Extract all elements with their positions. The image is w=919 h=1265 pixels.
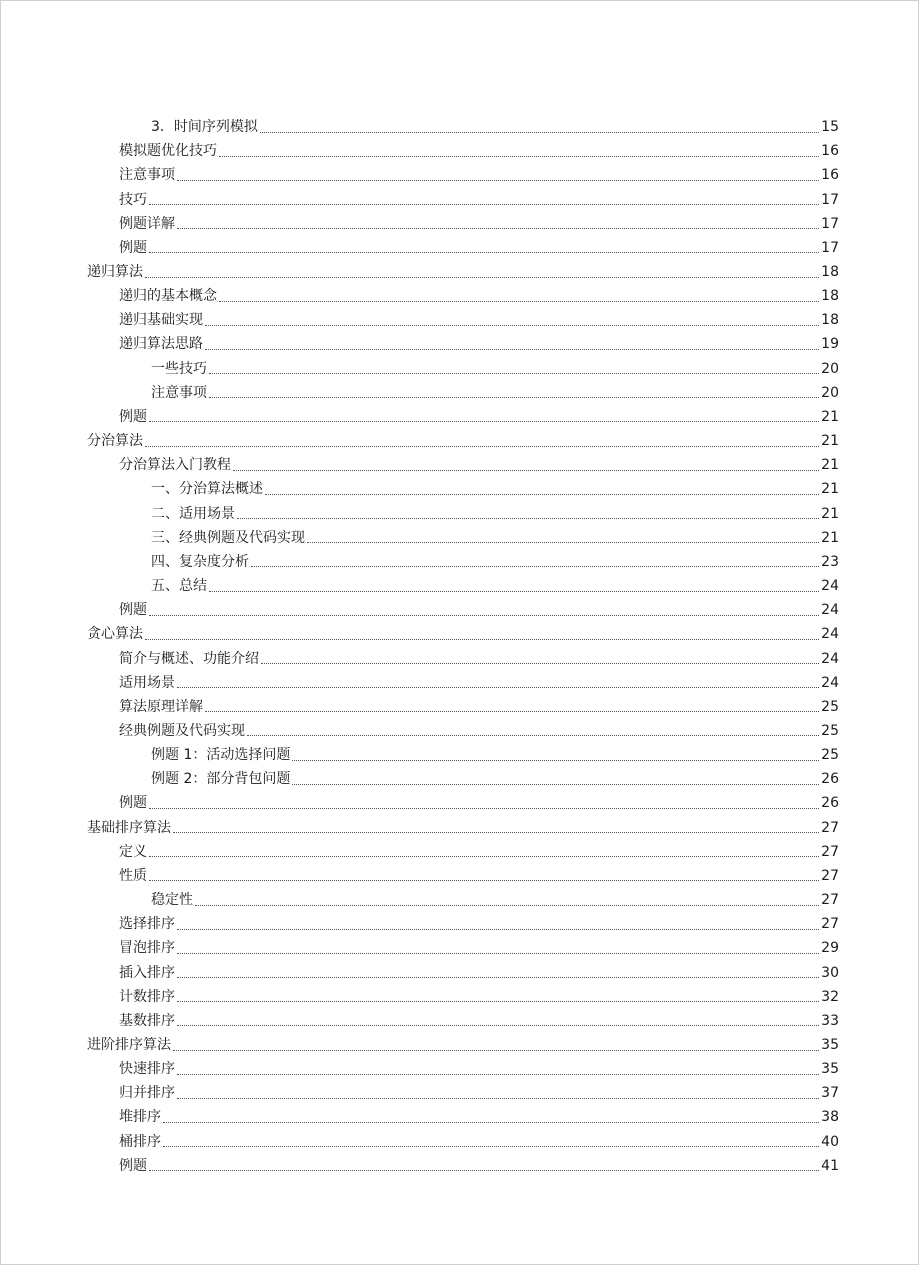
toc-entry[interactable] — [87, 477, 839, 501]
toc-entry-title: 例题 2：部分背包问题 — [151, 771, 291, 788]
toc-entry[interactable] — [87, 840, 839, 864]
toc-entry[interactable] — [87, 646, 839, 670]
toc-entry[interactable] — [87, 357, 839, 381]
toc-entry-title: 例题 — [119, 1157, 147, 1174]
dot-leader — [205, 710, 819, 712]
toc-entry[interactable] — [87, 695, 839, 719]
toc-entry-title: 堆排序 — [119, 1109, 161, 1126]
toc-entry-title: 一、分治算法概述 — [151, 481, 263, 498]
toc-entry[interactable] — [87, 308, 839, 332]
toc-entry-title: 四、复杂度分析 — [151, 553, 249, 570]
toc-entry-page-number: 21 — [821, 433, 839, 450]
toc-entry-page-number: 29 — [821, 940, 839, 957]
dot-leader — [149, 420, 819, 422]
toc-entry-page-number: 37 — [821, 1085, 839, 1102]
toc-entry[interactable] — [87, 163, 839, 187]
dot-leader — [145, 276, 819, 278]
toc-entry-title: 例题 — [119, 408, 147, 425]
toc-entry-page-number: 18 — [821, 312, 839, 329]
dot-leader — [177, 1000, 819, 1002]
toc-entry[interactable] — [87, 574, 839, 598]
toc-entry-title: 分治算法入门教程 — [119, 457, 231, 474]
toc-entry-page-number: 35 — [821, 1037, 839, 1054]
toc-entry[interactable] — [87, 1057, 839, 1081]
toc-entry[interactable] — [87, 187, 839, 211]
toc-entry-title: 进阶排序算法 — [87, 1037, 171, 1054]
toc-entry-page-number: 16 — [821, 167, 839, 184]
toc-entry-page-number: 21 — [821, 408, 839, 425]
toc-entry[interactable] — [87, 1033, 839, 1057]
toc-entry-title: 贪心算法 — [87, 626, 143, 643]
toc-entry[interactable] — [87, 671, 839, 695]
dot-leader — [219, 155, 819, 157]
toc-entry-page-number: 41 — [821, 1157, 839, 1174]
dot-leader — [173, 831, 819, 833]
toc-entry[interactable] — [87, 429, 839, 453]
table-of-contents — [87, 115, 839, 1178]
toc-entry-page-number: 21 — [821, 505, 839, 522]
dot-leader — [260, 131, 819, 133]
toc-entry-page-number: 21 — [821, 529, 839, 546]
toc-entry[interactable] — [87, 622, 839, 646]
toc-entry-title: 五、总结 — [151, 578, 207, 595]
toc-entry[interactable] — [87, 284, 839, 308]
toc-entry[interactable] — [87, 1009, 839, 1033]
toc-entry-page-number: 32 — [821, 988, 839, 1005]
dot-leader — [251, 565, 819, 567]
dot-leader — [237, 517, 819, 519]
toc-entry[interactable] — [87, 1081, 839, 1105]
dot-leader — [292, 759, 819, 761]
toc-entry[interactable] — [87, 453, 839, 477]
toc-entry-page-number: 20 — [821, 360, 839, 377]
toc-entry-page-number: 19 — [821, 336, 839, 353]
toc-entry-title: 基础排序算法 — [87, 819, 171, 836]
dot-leader — [149, 807, 819, 809]
dot-leader — [292, 783, 819, 785]
dot-leader — [209, 590, 819, 592]
toc-entry-page-number: 27 — [821, 819, 839, 836]
toc-entry-title: 例题 — [119, 602, 147, 619]
toc-entry[interactable] — [87, 719, 839, 743]
toc-entry-title: 技巧 — [119, 191, 147, 208]
dot-leader — [149, 251, 819, 253]
toc-entry-page-number: 40 — [821, 1133, 839, 1150]
toc-entry[interactable] — [87, 743, 839, 767]
toc-entry[interactable] — [87, 502, 839, 526]
toc-entry-title: 归并排序 — [119, 1085, 175, 1102]
toc-entry-title: 经典例题及代码实现 — [119, 722, 245, 739]
toc-entry-page-number: 24 — [821, 602, 839, 619]
dot-leader — [163, 1145, 819, 1147]
toc-entry[interactable] — [87, 816, 839, 840]
dot-leader — [149, 879, 819, 881]
toc-entry-page-number: 24 — [821, 626, 839, 643]
toc-entry-page-number: 24 — [821, 578, 839, 595]
toc-entry-page-number: 18 — [821, 288, 839, 305]
dot-leader — [233, 469, 819, 471]
dot-leader — [177, 976, 819, 978]
toc-entry[interactable] — [87, 332, 839, 356]
toc-entry[interactable] — [87, 550, 839, 574]
toc-entry-title: 简介与概述、功能介绍 — [119, 650, 259, 667]
dot-leader — [209, 372, 819, 374]
toc-entry-page-number: 27 — [821, 843, 839, 860]
toc-entry-page-number: 24 — [821, 650, 839, 667]
toc-entry-page-number: 33 — [821, 1012, 839, 1029]
toc-entry-page-number: 25 — [821, 722, 839, 739]
toc-entry-page-number: 17 — [821, 191, 839, 208]
toc-entry-page-number: 23 — [821, 553, 839, 570]
dot-leader — [219, 300, 819, 302]
dot-leader — [149, 1169, 819, 1171]
toc-entry-page-number: 30 — [821, 964, 839, 981]
toc-entry-page-number: 21 — [821, 481, 839, 498]
toc-entry-title: 冒泡排序 — [119, 940, 175, 957]
toc-entry-page-number: 17 — [821, 239, 839, 256]
toc-entry-title: 计数排序 — [119, 988, 175, 1005]
toc-entry-title: 递归算法 — [87, 264, 143, 281]
dot-leader — [177, 179, 819, 181]
toc-entry-page-number: 26 — [821, 795, 839, 812]
toc-entry-page-number: 17 — [821, 215, 839, 232]
toc-entry[interactable] — [87, 1105, 839, 1129]
toc-entry-page-number: 35 — [821, 1061, 839, 1078]
toc-entry[interactable] — [87, 115, 839, 139]
dot-leader — [145, 445, 819, 447]
toc-entry-title: 选择排序 — [119, 916, 175, 933]
dot-leader — [177, 1097, 819, 1099]
toc-entry[interactable] — [87, 405, 839, 429]
toc-entry-title: 递归的基本概念 — [119, 288, 217, 305]
toc-entry-page-number: 25 — [821, 747, 839, 764]
toc-entry-title: 例题 — [119, 795, 147, 812]
toc-entry[interactable] — [87, 767, 839, 791]
toc-entry[interactable] — [87, 236, 839, 260]
toc-entry-title: 例题 — [119, 239, 147, 256]
toc-entry[interactable] — [87, 139, 839, 163]
toc-entry-page-number: 16 — [821, 143, 839, 160]
dot-leader — [307, 541, 819, 543]
toc-entry-title: 定义 — [119, 843, 147, 860]
toc-entry[interactable] — [87, 260, 839, 284]
dot-leader — [177, 686, 819, 688]
toc-entry[interactable] — [87, 912, 839, 936]
toc-entry-page-number: 27 — [821, 892, 839, 909]
toc-entry-title: 例题详解 — [119, 215, 175, 232]
toc-entry[interactable] — [87, 985, 839, 1009]
toc-entry-page-number: 25 — [821, 698, 839, 715]
toc-entry[interactable] — [87, 960, 839, 984]
toc-entry[interactable] — [87, 791, 839, 815]
toc-entry-title: 稳定性 — [151, 892, 193, 909]
toc-entry-title: 快速排序 — [119, 1061, 175, 1078]
toc-entry-page-number: 38 — [821, 1109, 839, 1126]
dot-leader — [149, 203, 819, 205]
toc-entry-page-number: 24 — [821, 674, 839, 691]
dot-leader — [177, 928, 819, 930]
toc-entry[interactable] — [87, 526, 839, 550]
toc-entry[interactable] — [87, 1130, 839, 1154]
toc-entry[interactable] — [87, 888, 839, 912]
toc-entry-title: 分治算法 — [87, 433, 143, 450]
toc-entry[interactable] — [87, 864, 839, 888]
toc-entry-title: 桶排序 — [119, 1133, 161, 1150]
toc-entry[interactable] — [87, 381, 839, 405]
toc-entry-title: 注意事项 — [151, 384, 207, 401]
toc-entry-title: 递归基础实现 — [119, 312, 203, 329]
toc-entry-page-number: 18 — [821, 264, 839, 281]
toc-entry[interactable] — [87, 598, 839, 622]
toc-entry-title: 基数排序 — [119, 1012, 175, 1029]
toc-entry[interactable] — [87, 212, 839, 236]
toc-entry-page-number: 27 — [821, 867, 839, 884]
toc-entry-title: 插入排序 — [119, 964, 175, 981]
toc-entry-page-number: 15 — [821, 119, 839, 136]
dot-leader — [247, 734, 819, 736]
dot-leader — [205, 348, 819, 350]
dot-leader — [177, 1024, 819, 1026]
dot-leader — [261, 662, 819, 664]
dot-leader — [177, 1073, 819, 1075]
toc-entry[interactable] — [87, 936, 839, 960]
toc-entry-page-number: 27 — [821, 916, 839, 933]
toc-entry-title: 模拟题优化技巧 — [119, 143, 217, 160]
dot-leader — [177, 227, 819, 229]
toc-entry-title: 算法原理详解 — [119, 698, 203, 715]
dot-leader — [265, 493, 819, 495]
dot-leader — [209, 396, 819, 398]
dot-leader — [145, 638, 819, 640]
dot-leader — [173, 1049, 819, 1051]
toc-entry-title: 一些技巧 — [151, 360, 207, 377]
toc-entry-title: 3．时间序列模拟 — [151, 119, 258, 136]
dot-leader — [195, 904, 819, 906]
toc-entry-title: 二、适用场景 — [151, 505, 235, 522]
dot-leader — [149, 855, 819, 857]
dot-leader — [205, 324, 819, 326]
toc-entry-title: 三、经典例题及代码实现 — [151, 529, 305, 546]
toc-entry-title: 例题 1：活动选择问题 — [151, 747, 291, 764]
dot-leader — [149, 614, 819, 616]
toc-entry[interactable] — [87, 1154, 839, 1178]
toc-entry-page-number: 20 — [821, 384, 839, 401]
toc-entry-title: 性质 — [119, 867, 147, 884]
toc-entry-page-number: 21 — [821, 457, 839, 474]
toc-entry-title: 递归算法思路 — [119, 336, 203, 353]
toc-entry-title: 注意事项 — [119, 167, 175, 184]
toc-entry-page-number: 26 — [821, 771, 839, 788]
toc-entry-title: 适用场景 — [119, 674, 175, 691]
dot-leader — [163, 1121, 819, 1123]
dot-leader — [177, 952, 819, 954]
